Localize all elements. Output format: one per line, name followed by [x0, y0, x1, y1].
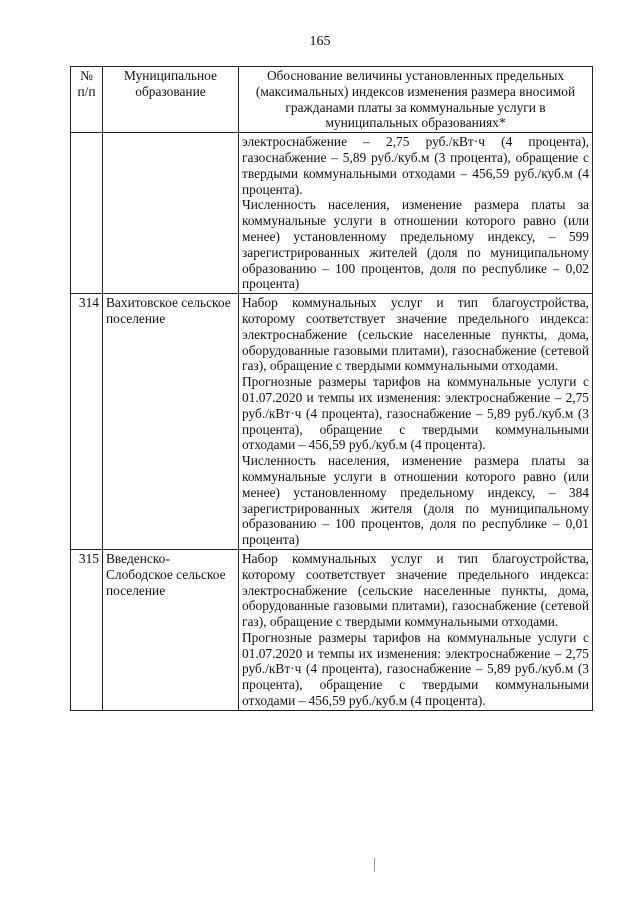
header-num: № п/п — [71, 67, 103, 133]
paragraph: Численность населения, изменение размера платы за коммунальные услуги в отношении которого равно (или менее) установленному предельному индексу, – 599 зарегистрированных жителей (доля по муниципальному образованию – 100 процентов, доля по республике – 0,02 процента) — [242, 197, 589, 292]
row-justification — [239, 294, 593, 550]
row-num: 314 — [71, 294, 103, 550]
paragraph: электроснабжение – 2,75 руб./кВт·ч (4 процента), газоснабжение – 5,89 руб./куб.м (3 процента), обращение с твердыми коммунальными отходами – 456,59 руб./куб.м (4 процента). — [242, 134, 589, 197]
row-municipality: Вахитовское сельское поселение — [103, 294, 239, 550]
paragraph: Численность населения, изменение размера платы за коммунальные услуги в отношении которого равно (или менее) установленному предельному индексу, – 384 зарегистрированных жителя (доля по муниципальному образованию – 100 процентов, доля по республике – 0,01 процента) — [242, 453, 589, 548]
row-municipality: Введенско-Слободское сельское поселение — [103, 549, 239, 710]
row-justification — [239, 549, 593, 710]
paragraph: Набор коммунальных услуг и тип благоустройства, которому соответствует значение предельного индекса: электроснабжение (сельские населенные пункты, дома, оборудованные газовыми плитами), газоснабжение (сетевой газ), обращение с твердыми коммунальными отходами. — [242, 295, 589, 374]
tariff-table — [70, 66, 593, 711]
table-row — [71, 133, 593, 294]
row-justification — [239, 133, 593, 294]
paragraph: Прогнозные размеры тарифов на коммунальные услуги с 01.07.2020 и темпы их изменения: электроснабжение – 2,75 руб./кВт·ч (4 процента), газоснабжение – 5,89 руб./куб.м (3 процента), обращение с твердыми коммунальными отходами – 456,59 руб./куб.м (4 процента). — [242, 629, 589, 709]
header-municipality: Муниципальное образование — [103, 67, 239, 133]
row-num — [71, 133, 103, 294]
scan-mark — [374, 858, 375, 872]
row-num: 315 — [71, 549, 103, 710]
table-row — [71, 294, 593, 550]
row-municipality — [103, 133, 239, 294]
table-row — [71, 549, 593, 710]
paragraph: Набор коммунальных услуг и тип благоустройства, которому соответствует значение предельного индекса: электроснабжение (сельские населенные пункты, дома, оборудованные газовыми плитами), газоснабжение (сетевой газ), обращение с твердыми коммунальными отходами. — [242, 550, 589, 630]
header-justification: Обоснование величины установленных предельных (максимальных) индексов изменения размера вносимой гражданами платы за коммунальные услуги в муниципальных образованиях* — [239, 67, 593, 133]
paragraph: Прогнозные размеры тарифов на коммунальные услуги с 01.07.2020 и темпы их изменения: электроснабжение – 2,75 руб./кВт·ч (4 процента), газоснабжение – 5,89 руб./куб.м (3 процента), обращение с твердыми коммунальными отходами – 456,59 руб./куб.м (4 процента). — [242, 374, 589, 453]
table-header-row — [71, 67, 593, 133]
page-number: 165 — [309, 34, 331, 49]
